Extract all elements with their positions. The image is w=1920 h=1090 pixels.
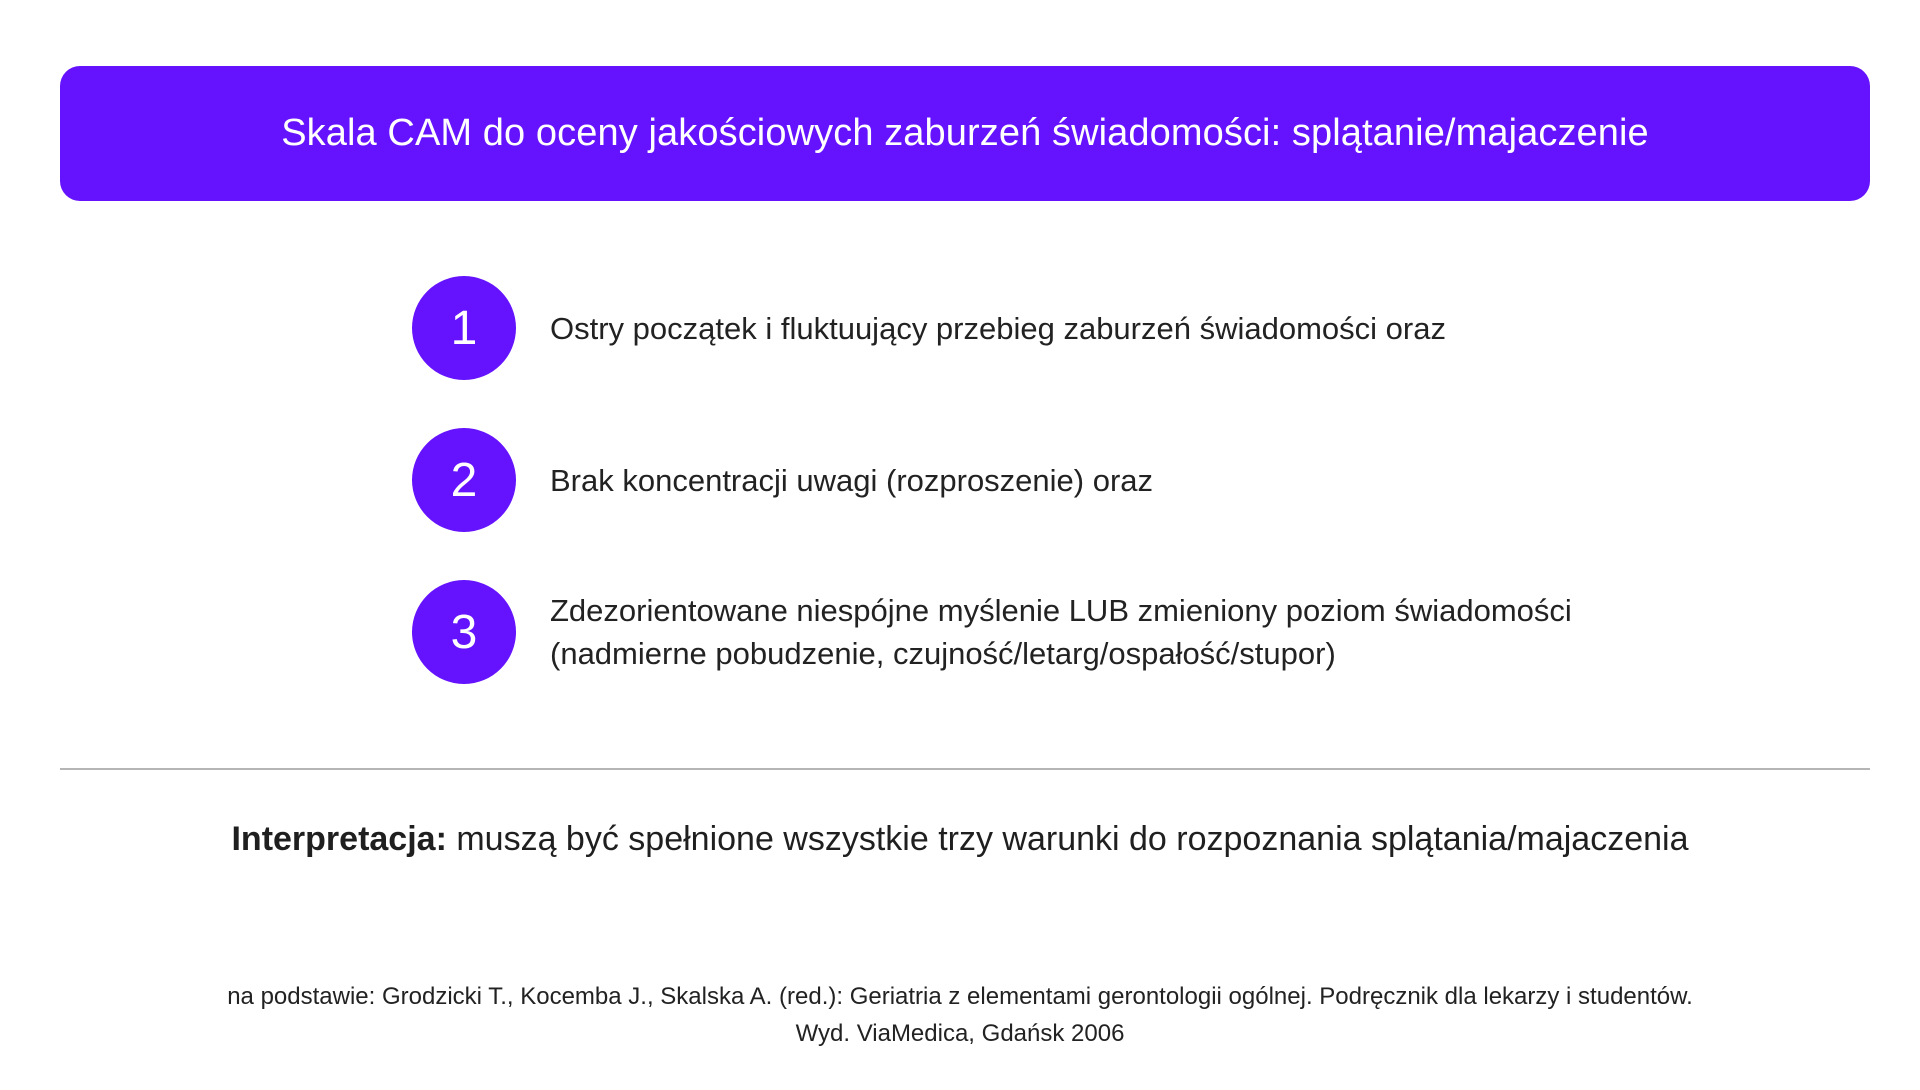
source-citation: [0, 978, 1920, 1052]
title-banner: [60, 66, 1870, 201]
criterion-number-badge: 2: [412, 428, 516, 532]
criterion-2: [412, 428, 1610, 532]
section-divider: [60, 768, 1870, 770]
criterion-3: [412, 580, 1610, 684]
page-title: Skala CAM do oceny jakościowych zaburzeń świadomości: splątanie/majaczenie: [281, 112, 1649, 154]
criterion-number-badge: 3: [412, 580, 516, 684]
criterion-1: [412, 276, 1610, 380]
interpretation-text: muszą być spełnione wszystkie trzy warunki do rozpoznania splątania/majaczenia: [456, 820, 1689, 858]
interpretation: [0, 820, 1920, 859]
source-line-2: Wyd. ViaMedica, Gdańsk 2006: [795, 1020, 1125, 1047]
criterion-number-badge: 1: [412, 276, 516, 380]
interpretation-label: Interpretacja:: [231, 820, 447, 858]
criterion-text: Ostry początek i fluktuujący przebieg zaburzeń świadomości oraz: [550, 310, 1446, 346]
criterion-text: Zdezorientowane niespójne myślenie LUB zmieniony poziom świadomości (nadmierne pobudzenie, czujność/letarg/ospałość/stupor): [550, 593, 1572, 671]
source-line-1: na podstawie: Grodzicki T., Kocemba J., Skalska A. (red.): Geriatria z elementami gerontologii ogólnej. Podręcznik dla lekarzy i studentów.: [227, 983, 1693, 1010]
criterion-text: Brak koncentracji uwagi (rozproszenie) oraz: [550, 462, 1154, 498]
